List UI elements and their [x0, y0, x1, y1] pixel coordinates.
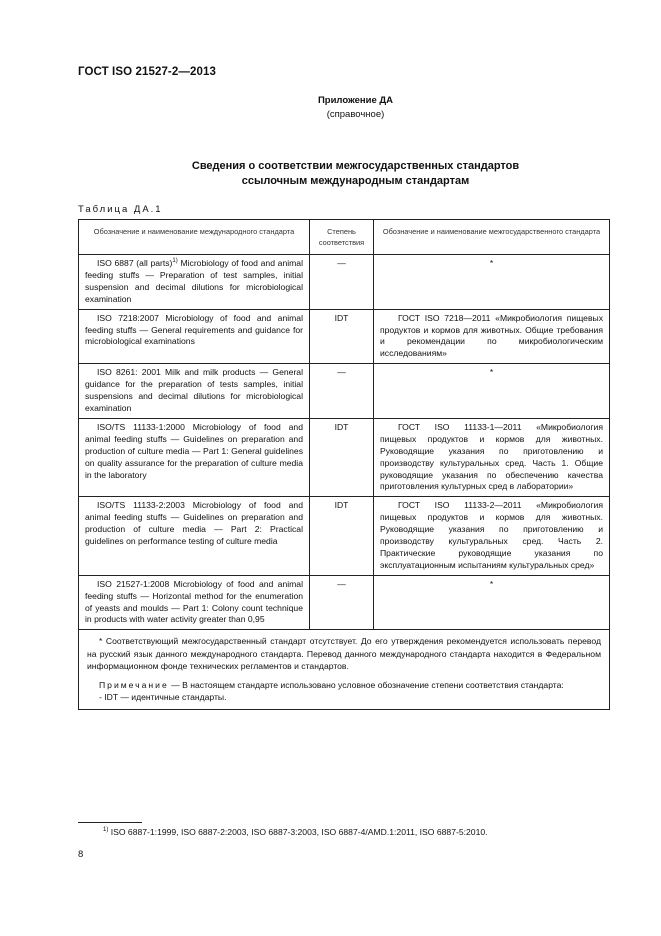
annex-subtitle: (справочное) [326, 109, 385, 120]
table-row [79, 575, 610, 630]
header-national: Обозначение и наименование межгосударственного стандарта [374, 220, 610, 255]
degree-cell: — [310, 364, 374, 419]
degree-cell: IDT [310, 309, 374, 364]
table-notes-row [79, 630, 610, 710]
table-header-row [79, 220, 610, 255]
national-standard-cell: * [374, 575, 610, 630]
table-row [79, 418, 610, 496]
table-caption: Таблица ДА.1 [78, 204, 163, 215]
degree-cell: — [310, 575, 374, 630]
table-row [79, 364, 610, 419]
intl-standard-cell: ISO 8261: 2001 Milk and milk products — General guidance for the preparation of tests samples, initial suspensions and decimal dilutions for microbiological examination [79, 364, 310, 419]
degree-cell: IDT [310, 418, 374, 496]
intl-standard-cell: ISO/TS 11133-1:2000 Microbiology of food and animal feeding stuffs — Guidelines on preparation and production of culture media — Part 1: General guidelines on quality assurance for the preparation of culture media in the laboratory [79, 418, 310, 496]
intl-standard-cell [79, 255, 310, 310]
national-standard-cell: * [374, 255, 610, 310]
correspondence-table [78, 219, 610, 710]
table-notes-cell [79, 630, 610, 710]
intl-standard-code: ISO 6887 (all parts) [97, 258, 173, 268]
intl-standard-cell: ISO/TS 11133-2:2003 Microbiology of food and animal feeding stuffs — Guidelines on preparation and production of culture media — Part 2: Practical guidelines on performance testing of culture media [79, 497, 310, 575]
footnote-separator [78, 822, 142, 823]
national-standard-cell: ГОСТ ISO 11133-1—2011 «Микробиология пищевых продуктов и кормов для животных. Руководящие указания по приготовлению и производству культуральных сред. Часть 1. Общие руководящие указания по обеспечению качества приготовления культурных сред в лаборатории» [374, 418, 610, 496]
section-heading [25, 159, 661, 189]
degree-cell: IDT [310, 497, 374, 575]
national-standard-cell: ГОСТ ISO 7218—2011 «Микробиология пищевых продуктов и кормов для животных. Общие требования и рекомендации по микробиологическим исследованиям» [374, 309, 610, 364]
document-id: ГОСТ ISO 21527-2—2013 [78, 66, 216, 78]
page-number: 8 [78, 849, 84, 860]
star-note: * Соответствующий межгосударственный стандарт отсутствует. До его утверждения рекомендуется использовать перевод на русский язык данного международного стандарта. Перевод данного международного стандарта находится в Федеральном информационном фонде технических регламентов и стандартов. [87, 636, 601, 671]
note-item: - IDT — идентичные стандарты. [99, 692, 227, 703]
footnote-marker: 1) [103, 827, 109, 834]
intl-standard-cell: ISO 7218:2007 Microbiology of food and animal feeding stuffs — General requirements and guidance for microbiological examinations [79, 309, 310, 364]
intl-standard-cell: ISO 21527-1:2008 Microbiology of food and animal feeding stuffs — Horizontal method for the enumeration of yeasts and moulds — Part 1: Colony count technique in products with water activity greater than 0,95 [79, 575, 310, 630]
footnote-text: ISO 6887-1:1999, ISO 6887-2:2003, ISO 6887-3:2003, ISO 6887-4/AMD.1:2011, ISO 6887-5:2010. [108, 827, 488, 837]
table-row [79, 309, 610, 364]
degree-cell: — [310, 255, 374, 310]
footnote [103, 827, 488, 837]
footnote-ref: 1) [172, 258, 178, 265]
table-row [79, 255, 610, 310]
header-international: Обозначение и наименование международного стандарта [79, 220, 310, 255]
heading-line-1: Сведения о соответствии межгосударственных стандартов [191, 160, 520, 172]
heading-line-2: ссылочным международным стандартам [241, 175, 470, 187]
header-degree: Степень соответствия [310, 220, 374, 255]
national-standard-cell: ГОСТ ISO 11133-2—2011 «Микробиология пищевых продуктов и кормов для животных. Руководящие указания по приготовлению и производству культуральных сред. Часть 2. Практические руководящие указания по эксплуатационным испытаниям культуральных сред» [374, 497, 610, 575]
intl-standard-title: Microbiology of food and animal feeding stuffs — Preparation of test samples, initial suspension and decimal dilutions for microbiological examination [85, 258, 303, 304]
national-standard-cell: * [374, 364, 610, 419]
table-row [79, 497, 610, 575]
annex-title: Приложение ДА [317, 95, 394, 106]
note-paragraph [87, 679, 601, 691]
note-label: Примечание [99, 679, 169, 690]
note-text: — В настоящем стандарте использовано условное обозначение степени соответствия стандарта: [168, 679, 564, 690]
